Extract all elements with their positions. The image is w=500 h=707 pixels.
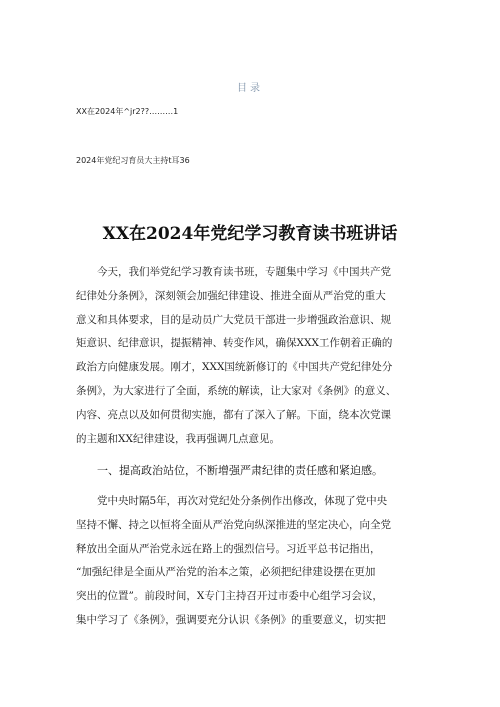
text-line: 意义和具体要求，目的是动员广大党员干部进一步增强政治意识、规: [76, 313, 391, 326]
text-line: 坚持不懈、持之以恒将全面从严治党向纵深推进的坚定决心，向全党: [76, 518, 391, 531]
paragraph-section1: [76, 490, 428, 633]
toc-heading: 目录: [237, 83, 263, 94]
text-line: 突出的位置”。前段时间，X专门主持召开过市委中心组学习会议，: [76, 590, 383, 603]
text-line: 内容、亮点以及如何贯彻实施，都有了深入了解。下面，绕本次党课: [76, 408, 391, 421]
document-title: XX在2024年党纪学习教育读书班讲话: [102, 224, 398, 244]
text-line: 党中央时隔5年，再次对党纪处分条例作出修改，体现了党中央: [97, 495, 388, 507]
text-line: 今天，我们举党纪学习教育读书班，专题集中学习《中国共产党: [97, 266, 391, 278]
text-line: 条例》，为大家进行了全面，系统的解读，让大家对《条例》的意义、: [76, 384, 397, 397]
paragraph-intro: [76, 261, 428, 451]
text-line: 集中学习了《条例》，强调要充分认识《条例》的重要意义，切实把: [76, 613, 386, 626]
toc-item[interactable]: XX在2024年^jr2??………1: [76, 107, 179, 116]
toc-item[interactable]: 2024年党纪习育员大主持t耳36: [76, 156, 190, 165]
text-line: 矩意识、纪律意识，提振精神、转变作风，确保XXX工作朝着正确的: [76, 337, 393, 350]
text-line: “加强纪律是全面从严治党的治本之策，必须把纪律建设摆在更加: [76, 566, 376, 579]
section-heading: 一、提高政治站位，不断增强严肃纪律的责任感和紧迫感。: [97, 464, 383, 477]
text-line: 释放出全面从严治党永远在路上的强烈信号。习近平总书记指出，: [76, 542, 381, 555]
text-line: 政治方向健康发展。刚才，XXX国统新修订的《中国共产党纪律处分: [76, 361, 393, 374]
text-line: 的主题和XX纪律建设，我再强调几点意见。: [76, 432, 280, 445]
text-line: 纪律处分条例》，深刻领会加强纪律建设、推进全面从严治党的重大: [76, 289, 386, 302]
